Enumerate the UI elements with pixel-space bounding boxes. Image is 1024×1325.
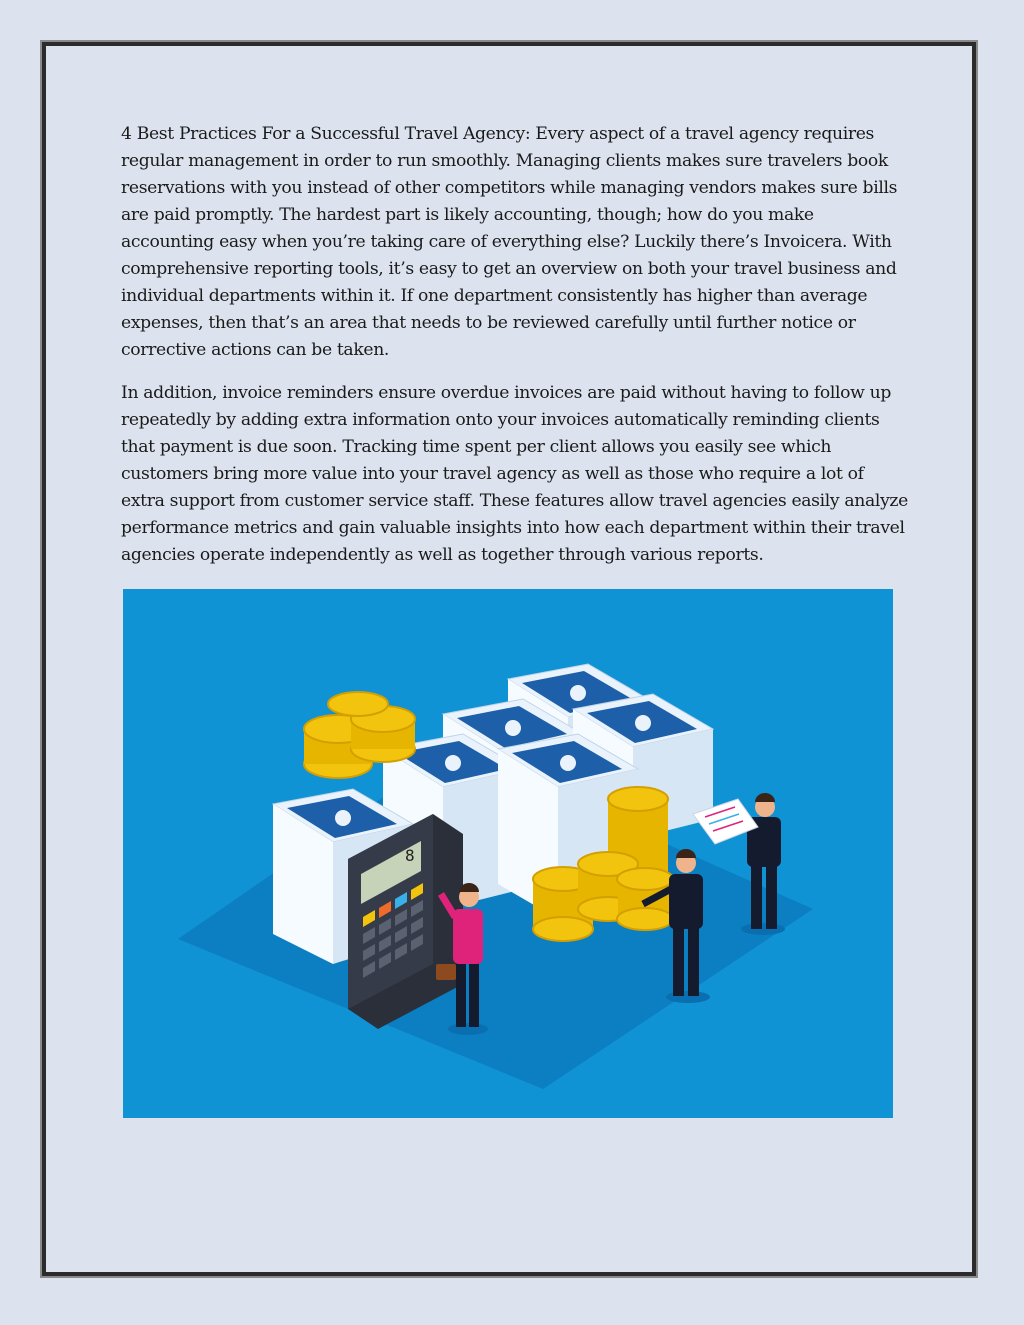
page-frame — [42, 42, 976, 1276]
document-body — [121, 121, 911, 585]
money-calculator-illustration — [123, 589, 893, 1118]
accounting-illustration — [123, 589, 893, 1118]
paragraph-intro: 4 Best Practices For a Successful Travel Agency: Every aspect of a travel agency requires regular management in order to run smoothly. Managing clients makes sure travelers book reservations with you instead of other competitors while managing vendors makes sure bills are paid promptly. The hardest part is likely accounting, though; how do you make accounting easy when you’re taking care of everything else? Luckily there’s Invoicera. With comprehensive reporting tools, it’s easy to get an overview on both your travel business and individual departments within it. If one department consistently has higher than average expenses, then that’s an area that needs to be reviewed carefully until further notice or corrective actions can be taken. — [121, 124, 898, 360]
calculator-display-digit: 8 — [405, 846, 415, 865]
paragraph-reminders: In addition, invoice reminders ensure overdue invoices are paid without having to follow up repeatedly by adding extra information onto your invoices automatically reminding clients that payment is due soon. Tracking time spent per client allows you easily see which customers bring more value into your travel agency as well as those who require a lot of extra support from customer service staff. These features allow travel agencies easily analyze performance metrics and gain valuable insights into how each department within their travel agencies operate independently as well as together through various reports. — [121, 383, 908, 565]
